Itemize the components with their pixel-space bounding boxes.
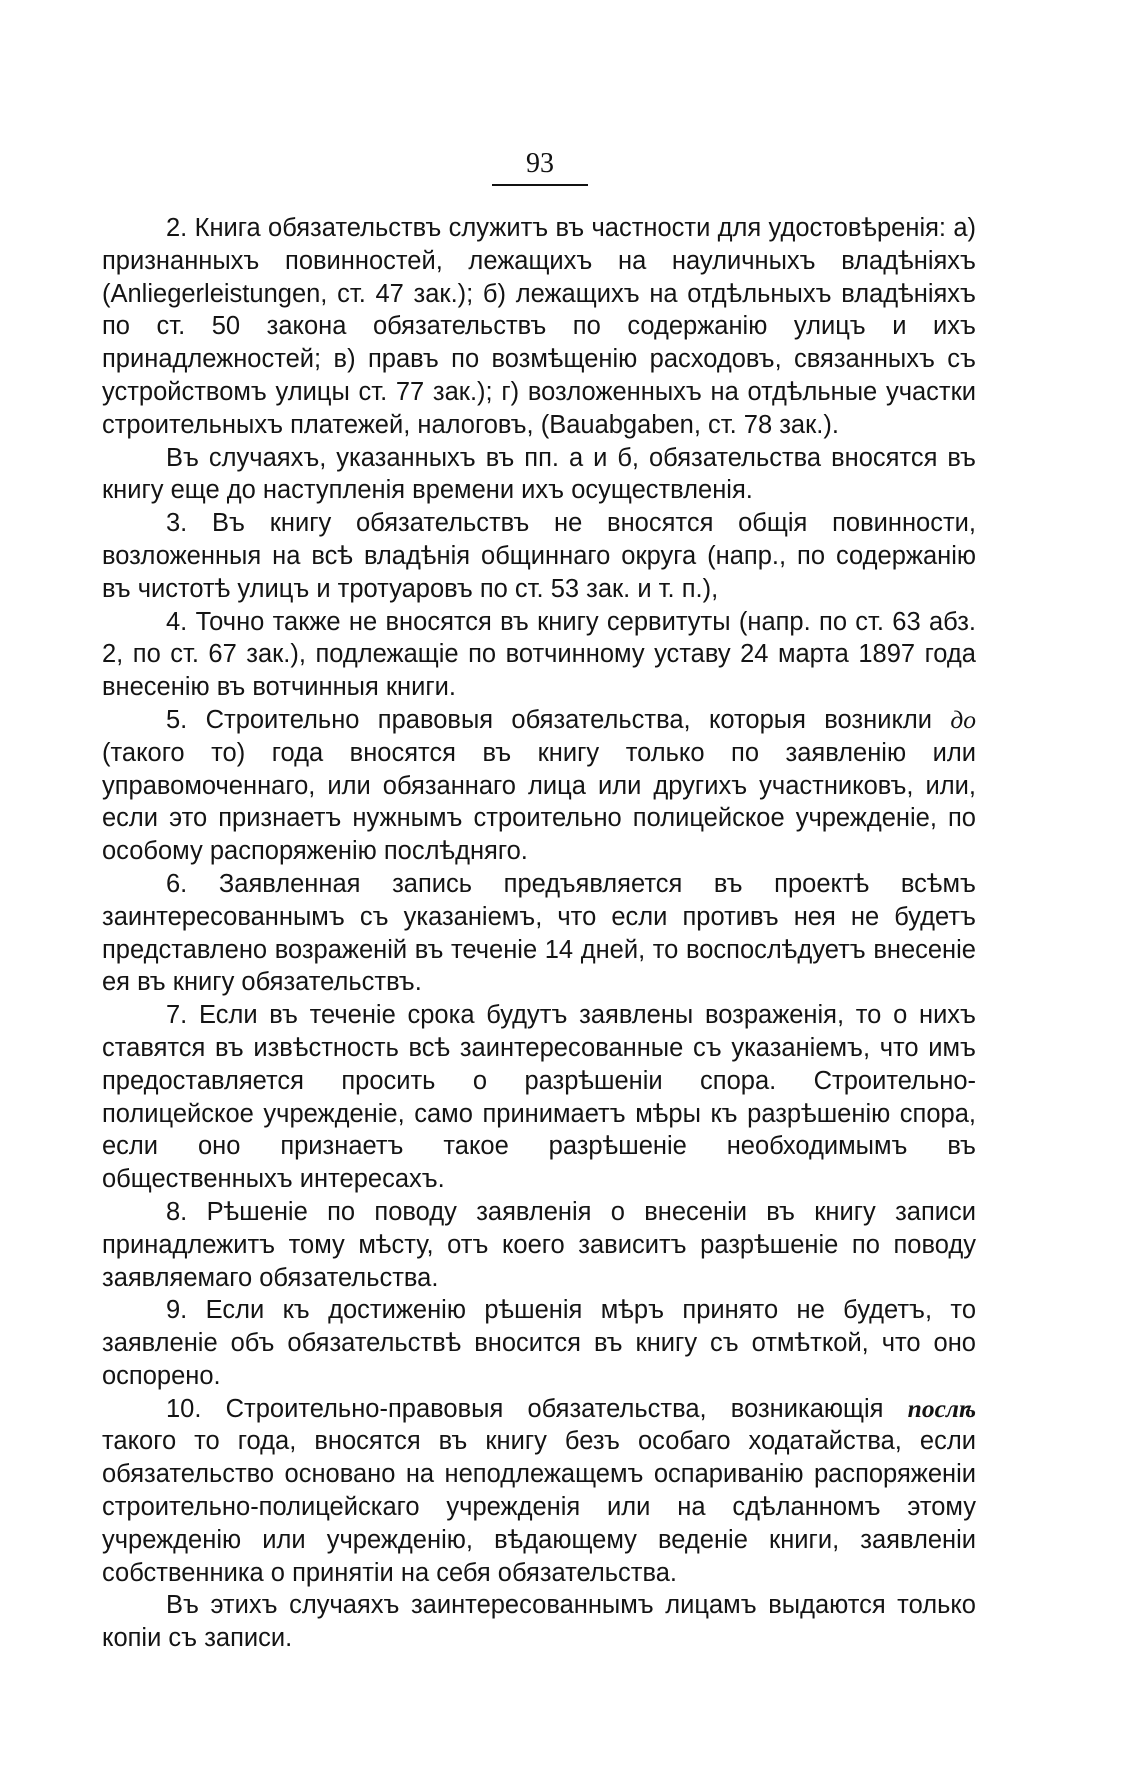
paragraph-5-emphasis: до	[950, 704, 976, 734]
paragraph-5-start: 5. Строительно правовыя обязательства, которыя возникли	[166, 705, 951, 734]
paragraph-10-start: 10. Строительно-правовыя обязательства, возникающія	[166, 1394, 908, 1423]
document-body	[102, 212, 976, 1655]
paragraph-2-continuation: Въ случаяхъ, указанныхъ въ пп. а и б, обязательства вносятся въ книгу еще до наступленія времени ихъ осуществленія.	[102, 443, 976, 505]
paragraph-5-end: (такого то) года вносятся въ книгу только по заявленію или управомоченнаго, или обязаннаго лица или другихъ участниковъ, или, если это признаетъ нужнымъ строительно полицейское учрежденіе, по особому распоряженію послѣдняго.	[102, 738, 976, 866]
paragraph-10-emphasis: послѣ	[907, 1393, 976, 1423]
paragraph-7: 7. Если въ теченіе срока будутъ заявлены возраженія, то о нихъ ставятся въ извѣстность всѣ заинтересованные съ указаніемъ, что имъ предоставляется просить о разрѣшеніи спора. Строительно-полицейское учрежденіе, само принимаетъ мѣры къ разрѣшенію спора, если оно признаетъ такое разрѣшеніе необходимымъ въ общественныхъ интересахъ.	[102, 1001, 976, 1194]
paragraph-3: 3. Въ книгу обязательствъ не вносятся общія повинности, возложенныя на всѣ владѣнія общиннаго округа (напр., по содержанію въ чистотѣ улицъ и тротуаровъ по ст. 53 зак. и т. п.),	[102, 509, 976, 603]
paragraph-4: 4. Точно также не вносятся въ книгу сервитуты (напр. по ст. 63 абз. 2, по ст. 67 зак.), подлежащіе по вотчинному уставу 24 марта 1897 года внесенію въ вотчинныя книги.	[102, 607, 976, 702]
page-number	[0, 148, 1080, 186]
paragraph-10-end: такого то года, вносятся въ книгу безъ особаго ходатайства, если обязательство основано на неподлежащемъ оспариванію распоряженіи строительно-полицейскаго учрежденія или на сдѣланномъ этому учрежденію или учрежденію, вѣдающему веденіе книги, заявленіи собственника о принятіи на себя обязательства.	[102, 1427, 976, 1587]
paragraph-5	[102, 704, 976, 868]
paragraph-2: 2. Книга обязательствъ служитъ въ частности для удостовѣренія: а) признанныхъ повинностей, лежащихъ на науличныхъ владѣніяхъ (Anliegerleistungen, ст. 47 зак.); б) лежащихъ на отдѣльныхъ владѣніяхъ по ст. 50 закона обязательствъ по содержанію улицъ и ихъ принадлежностей; в) правъ по возмѣщенію расходовъ, связанныхъ съ устройствомъ улицы ст. 77 зак.); г) возложенныхъ на отдѣльные участки строительныхъ платежей, налоговъ, (Bauabgaben, ст. 78 зак.).	[102, 214, 976, 439]
page-number-text: 93	[492, 148, 588, 186]
paragraph-8: 8. Рѣшеніе по поводу заявленія о внесеніи въ книгу записи принадлежитъ тому мѣсту, отъ коего зависитъ разрѣшеніе по поводу заявляемаго обязательства.	[102, 1197, 976, 1292]
paragraph-10	[102, 1393, 976, 1590]
paragraph-9: 9. Если къ достиженію рѣшенія мѣръ принято не будетъ, то заявленіе объ обязательствѣ вносится въ книгу съ отмѣткой, что оно оспорено.	[102, 1296, 976, 1390]
paragraph-6: 6. Заявленная запись предъявляется въ проектѣ всѣмъ заинтересованнымъ съ указаніемъ, что если противъ нея не будетъ представлено возраженій въ теченіе 14 дней, то воспослѣдуетъ внесеніе ея въ книгу обязательствъ.	[102, 869, 976, 997]
paragraph-10-continuation: Въ этихъ случаяхъ заинтересованнымъ лицамъ выдаются только копіи съ записи.	[102, 1591, 976, 1653]
